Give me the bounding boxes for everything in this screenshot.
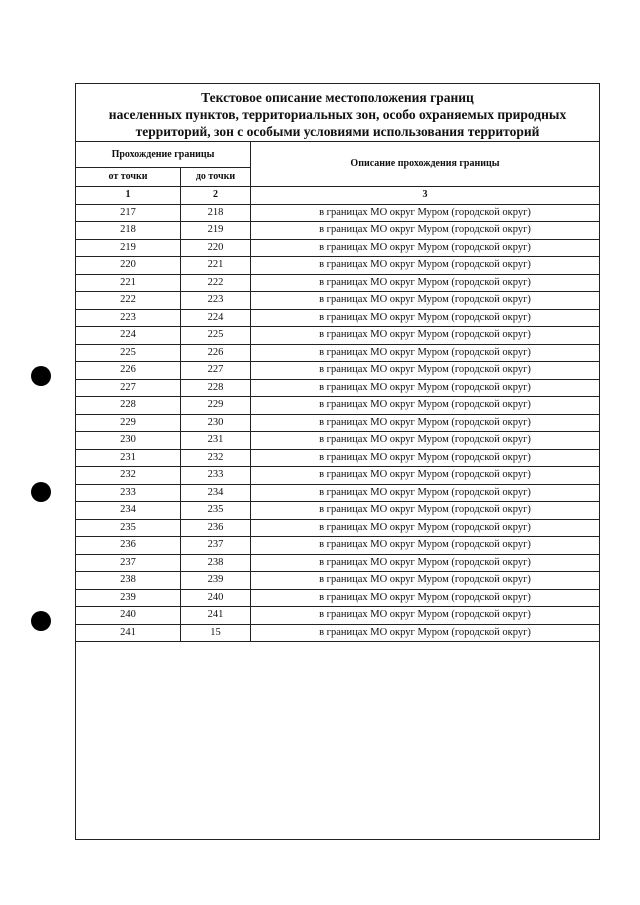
table-row	[76, 484, 600, 502]
cell-from-point: 240	[76, 607, 181, 625]
cell-description: в границах МО округ Муром (городской округ)	[251, 397, 600, 415]
cell-description: в границах МО округ Муром (городской округ)	[251, 362, 600, 380]
cell-from-point: 235	[76, 519, 181, 537]
table-row	[76, 257, 600, 275]
cell-from-point: 221	[76, 274, 181, 292]
cell-to-point: 227	[181, 362, 251, 380]
punch-hole-middle	[31, 482, 51, 502]
cell-description: в границах МО округ Муром (городской округ)	[251, 432, 600, 450]
cell-description: в границах МО округ Муром (городской округ)	[251, 414, 600, 432]
cell-to-point: 228	[181, 379, 251, 397]
cell-from-point: 237	[76, 554, 181, 572]
cell-to-point: 239	[181, 572, 251, 590]
document-frame	[75, 83, 600, 840]
cell-from-point: 219	[76, 239, 181, 257]
cell-from-point: 217	[76, 204, 181, 222]
cell-to-point: 240	[181, 589, 251, 607]
table-row	[76, 467, 600, 485]
cell-from-point: 223	[76, 309, 181, 327]
table-row	[76, 572, 600, 590]
cell-from-point: 233	[76, 484, 181, 502]
punch-hole-top	[31, 366, 51, 386]
cell-description: в границах МО округ Муром (городской округ)	[251, 624, 600, 642]
cell-description: в границах МО округ Муром (городской округ)	[251, 554, 600, 572]
cell-to-point: 229	[181, 397, 251, 415]
cell-to-point: 15	[181, 624, 251, 642]
table-row	[76, 397, 600, 415]
cell-to-point: 220	[181, 239, 251, 257]
cell-description: в границах МО округ Муром (городской округ)	[251, 484, 600, 502]
cell-description: в границах МО округ Муром (городской округ)	[251, 607, 600, 625]
cell-description: в границах МО округ Муром (городской округ)	[251, 589, 600, 607]
cell-to-point: 238	[181, 554, 251, 572]
title-line-1: Текстовое описание местоположения границ	[201, 90, 474, 105]
title-line-3: территорий, зон с особыми условиями использования территорий	[135, 124, 540, 139]
table-row	[76, 414, 600, 432]
table-row	[76, 607, 600, 625]
cell-to-point: 231	[181, 432, 251, 450]
cell-from-point: 225	[76, 344, 181, 362]
cell-to-point: 221	[181, 257, 251, 275]
cell-from-point: 230	[76, 432, 181, 450]
header-num-3: 3	[251, 187, 600, 205]
cell-from-point: 241	[76, 624, 181, 642]
cell-to-point: 235	[181, 502, 251, 520]
cell-to-point: 218	[181, 204, 251, 222]
table-row	[76, 309, 600, 327]
cell-description: в границах МО округ Муром (городской округ)	[251, 222, 600, 240]
cell-description: в границах МО округ Муром (городской округ)	[251, 467, 600, 485]
header-description: Описание прохождения границы	[251, 142, 600, 187]
table-row	[76, 554, 600, 572]
document-title	[76, 89, 599, 140]
cell-from-point: 227	[76, 379, 181, 397]
cell-to-point: 241	[181, 607, 251, 625]
table-row	[76, 204, 600, 222]
cell-from-point: 218	[76, 222, 181, 240]
cell-to-point: 224	[181, 309, 251, 327]
header-from: от точки	[76, 168, 181, 187]
cell-from-point: 238	[76, 572, 181, 590]
cell-description: в границах МО округ Муром (городской округ)	[251, 239, 600, 257]
punch-hole-bottom	[31, 611, 51, 631]
table-row	[76, 432, 600, 450]
cell-to-point: 236	[181, 519, 251, 537]
cell-from-point: 234	[76, 502, 181, 520]
header-num-1: 1	[76, 187, 181, 205]
table-row	[76, 379, 600, 397]
cell-description: в границах МО округ Муром (городской округ)	[251, 309, 600, 327]
cell-description: в границах МО округ Муром (городской округ)	[251, 327, 600, 345]
cell-description: в границах МО округ Муром (городской округ)	[251, 344, 600, 362]
cell-from-point: 226	[76, 362, 181, 380]
cell-to-point: 234	[181, 484, 251, 502]
cell-description: в границах МО округ Муром (городской округ)	[251, 379, 600, 397]
table-row	[76, 344, 600, 362]
cell-from-point: 224	[76, 327, 181, 345]
table-row	[76, 362, 600, 380]
header-to: до точки	[181, 168, 251, 187]
table-row	[76, 589, 600, 607]
table-row	[76, 327, 600, 345]
cell-to-point: 230	[181, 414, 251, 432]
cell-to-point: 232	[181, 449, 251, 467]
cell-description: в границах МО округ Муром (городской округ)	[251, 274, 600, 292]
cell-to-point: 237	[181, 537, 251, 555]
cell-description: в границах МО округ Муром (городской округ)	[251, 537, 600, 555]
cell-from-point: 231	[76, 449, 181, 467]
table-row	[76, 292, 600, 310]
table-row	[76, 449, 600, 467]
cell-from-point: 229	[76, 414, 181, 432]
header-row-numbers	[76, 187, 600, 205]
title-line-2: населенных пунктов, территориальных зон, особо охраняемых природных	[108, 107, 567, 122]
cell-to-point: 226	[181, 344, 251, 362]
cell-to-point: 225	[181, 327, 251, 345]
cell-description: в границах МО округ Муром (городской округ)	[251, 572, 600, 590]
cell-description: в границах МО округ Муром (городской округ)	[251, 449, 600, 467]
table-row	[76, 222, 600, 240]
cell-from-point: 222	[76, 292, 181, 310]
cell-description: в границах МО округ Муром (городской округ)	[251, 502, 600, 520]
cell-from-point: 228	[76, 397, 181, 415]
cell-to-point: 219	[181, 222, 251, 240]
cell-description: в границах МО округ Муром (городской округ)	[251, 204, 600, 222]
table-row	[76, 274, 600, 292]
boundary-table	[75, 141, 600, 642]
header-num-2: 2	[181, 187, 251, 205]
cell-description: в границах МО округ Муром (городской округ)	[251, 519, 600, 537]
cell-from-point: 236	[76, 537, 181, 555]
table-row	[76, 239, 600, 257]
cell-to-point: 223	[181, 292, 251, 310]
table-row	[76, 537, 600, 555]
table-row	[76, 624, 600, 642]
header-row-1	[76, 142, 600, 168]
cell-to-point: 233	[181, 467, 251, 485]
header-passage: Прохождение границы	[76, 142, 251, 168]
cell-to-point: 222	[181, 274, 251, 292]
cell-from-point: 239	[76, 589, 181, 607]
table-row	[76, 519, 600, 537]
cell-from-point: 232	[76, 467, 181, 485]
cell-from-point: 220	[76, 257, 181, 275]
table-row	[76, 502, 600, 520]
cell-description: в границах МО округ Муром (городской округ)	[251, 257, 600, 275]
cell-description: в границах МО округ Муром (городской округ)	[251, 292, 600, 310]
